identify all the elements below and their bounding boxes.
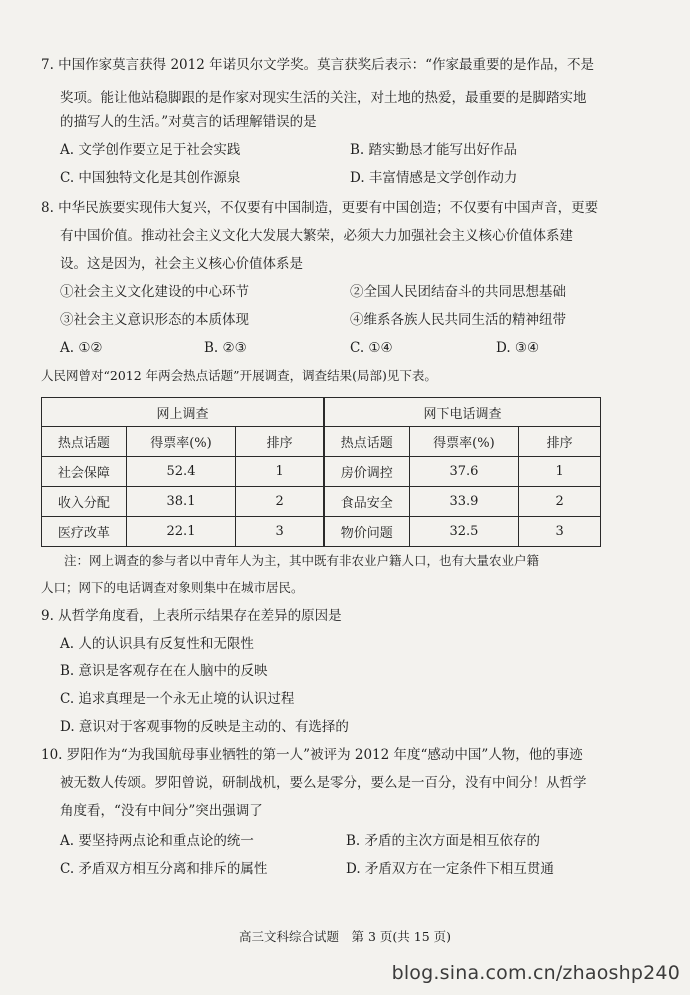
online-survey-title: 网上调查	[42, 398, 324, 427]
table-cell: 33.9	[409, 487, 519, 517]
table-cell: 52.4	[126, 457, 236, 487]
q8-option-c: C. ①④	[350, 340, 393, 356]
table-cell: 社会保障	[42, 457, 127, 487]
table-cell: 32.5	[409, 517, 519, 547]
q9-option-d: D. 意识对于客观事物的反映是主动的、有选择的	[60, 719, 349, 735]
table-cell: 收入分配	[42, 487, 127, 517]
header-cell: 得票率(%)	[126, 427, 236, 457]
q9-stem: 9. 从哲学角度看，上表所示结果存在差异的原因是	[41, 608, 342, 624]
q9-option-a: A. 人的认识具有反复性和无限性	[60, 636, 254, 652]
survey-table	[41, 397, 601, 547]
q8-item-1: ①社会主义文化建设的中心环节	[60, 284, 249, 300]
table-cell: 食品安全	[324, 487, 409, 517]
q9-option-c: C. 追求真理是一个永无止境的认识过程	[60, 691, 295, 707]
table-cell: 1	[236, 457, 324, 487]
q9-option-b: B. 意识是客观存在在人脑中的反映	[60, 663, 268, 679]
q10-option-b: B. 矛盾的主次方面是相互依存的	[346, 833, 541, 849]
table-cell: 3	[519, 517, 601, 547]
q8-item-3: ③社会主义意识形态的本质体现	[60, 312, 249, 328]
q8-stem-line-3: 设。这是因为，社会主义核心价值体系是	[60, 256, 303, 272]
table-cell: 2	[519, 487, 601, 517]
q8-option-a: A. ①②	[60, 340, 103, 356]
q10-option-d: D. 矛盾双方在一定条件下相互贯通	[346, 861, 554, 877]
table-cell: 38.1	[126, 487, 236, 517]
page-footer: 高三文科综合试题 第 3 页(共 15 页)	[238, 929, 451, 944]
table-cell: 2	[236, 487, 324, 517]
table-cell: 3	[236, 517, 324, 547]
survey-intro: 人民网曾对“2012 年两会热点话题”开展调查，调查结果(局部)见下表。	[41, 368, 437, 383]
q7-option-d: D. 丰富情感是文学创作动力	[350, 170, 518, 186]
q7-stem-line-2: 奖项。能让他站稳脚跟的是作家对现实生活的关注，对土地的热爱，最重要的是脚踏实地	[60, 90, 587, 106]
table-group-header-row	[42, 398, 601, 427]
q8-option-d: D. ③④	[496, 340, 540, 356]
header-cell: 得票率(%)	[409, 427, 519, 457]
q7-stem-line-3: 的描写人的生活。”对莫言的话理解错误的是	[60, 114, 317, 130]
table-header-row	[42, 427, 601, 457]
table-cell: 22.1	[126, 517, 236, 547]
q10-stem-line-1: 10. 罗阳作为“为我国航母事业牺牲的第一人”被评为 2012 年度“感动中国”人物，他的事迹	[41, 747, 583, 763]
blog-watermark: blog.sina.com.cn/zhaoshp240	[391, 962, 680, 984]
q7-stem-line-1: 7. 中国作家莫言获得 2012 年诺贝尔文学奖。莫言获奖后表示：“作家最重要的是作品，不是	[41, 57, 595, 73]
header-cell: 热点话题	[42, 427, 127, 457]
table-cell: 房价调控	[324, 457, 409, 487]
table-row	[42, 517, 601, 547]
q8-option-b: B. ②③	[204, 340, 247, 356]
header-cell: 热点话题	[324, 427, 409, 457]
phone-survey-title: 网下电话调查	[324, 398, 601, 427]
header-cell: 排序	[519, 427, 601, 457]
table-note-line-1: 注：网上调查的参与者以中青年人为主，其中既有非农业户籍人口，也有大量农业户籍	[64, 553, 540, 568]
q8-item-2: ②全国人民团结奋斗的共同思想基础	[350, 284, 566, 300]
q8-stem-line-2: 有中国价值。推动社会主义文化大发展大繁荣，必须大力加强社会主义核心价值体系建	[60, 228, 573, 244]
table-cell: 物价问题	[324, 517, 409, 547]
table-row	[42, 487, 601, 517]
table-cell: 医疗改革	[42, 517, 127, 547]
q7-option-b: B. 踏实勤恳才能写出好作品	[350, 142, 518, 158]
q8-stem-line-1: 8. 中华民族要实现伟大复兴，不仅要有中国制造，更要有中国创造；不仅要有中国声音，更要	[41, 200, 599, 216]
table-row	[42, 457, 601, 487]
q7-option-c: C. 中国独特文化是其创作源泉	[60, 170, 241, 186]
table-cell: 37.6	[409, 457, 519, 487]
table-cell: 1	[519, 457, 601, 487]
q10-stem-line-3: 角度看，“没有中间分”突出强调了	[60, 803, 263, 819]
q10-option-c: C. 矛盾双方相互分离和排斥的属性	[60, 861, 268, 877]
q8-item-4: ④维系各族人民共同生活的精神纽带	[350, 312, 566, 328]
header-cell: 排序	[236, 427, 324, 457]
q10-option-a: A. 要坚持两点论和重点论的统一	[60, 833, 254, 849]
table-note-line-2: 人口；网下的电话调查对象则集中在城市居民。	[41, 580, 304, 595]
q7-option-a: A. 文学创作要立足于社会实践	[60, 142, 241, 158]
q10-stem-line-2: 被无数人传颂。罗阳曾说，研制战机，要么是零分，要么是一百分，没有中间分！从哲学	[60, 775, 587, 791]
